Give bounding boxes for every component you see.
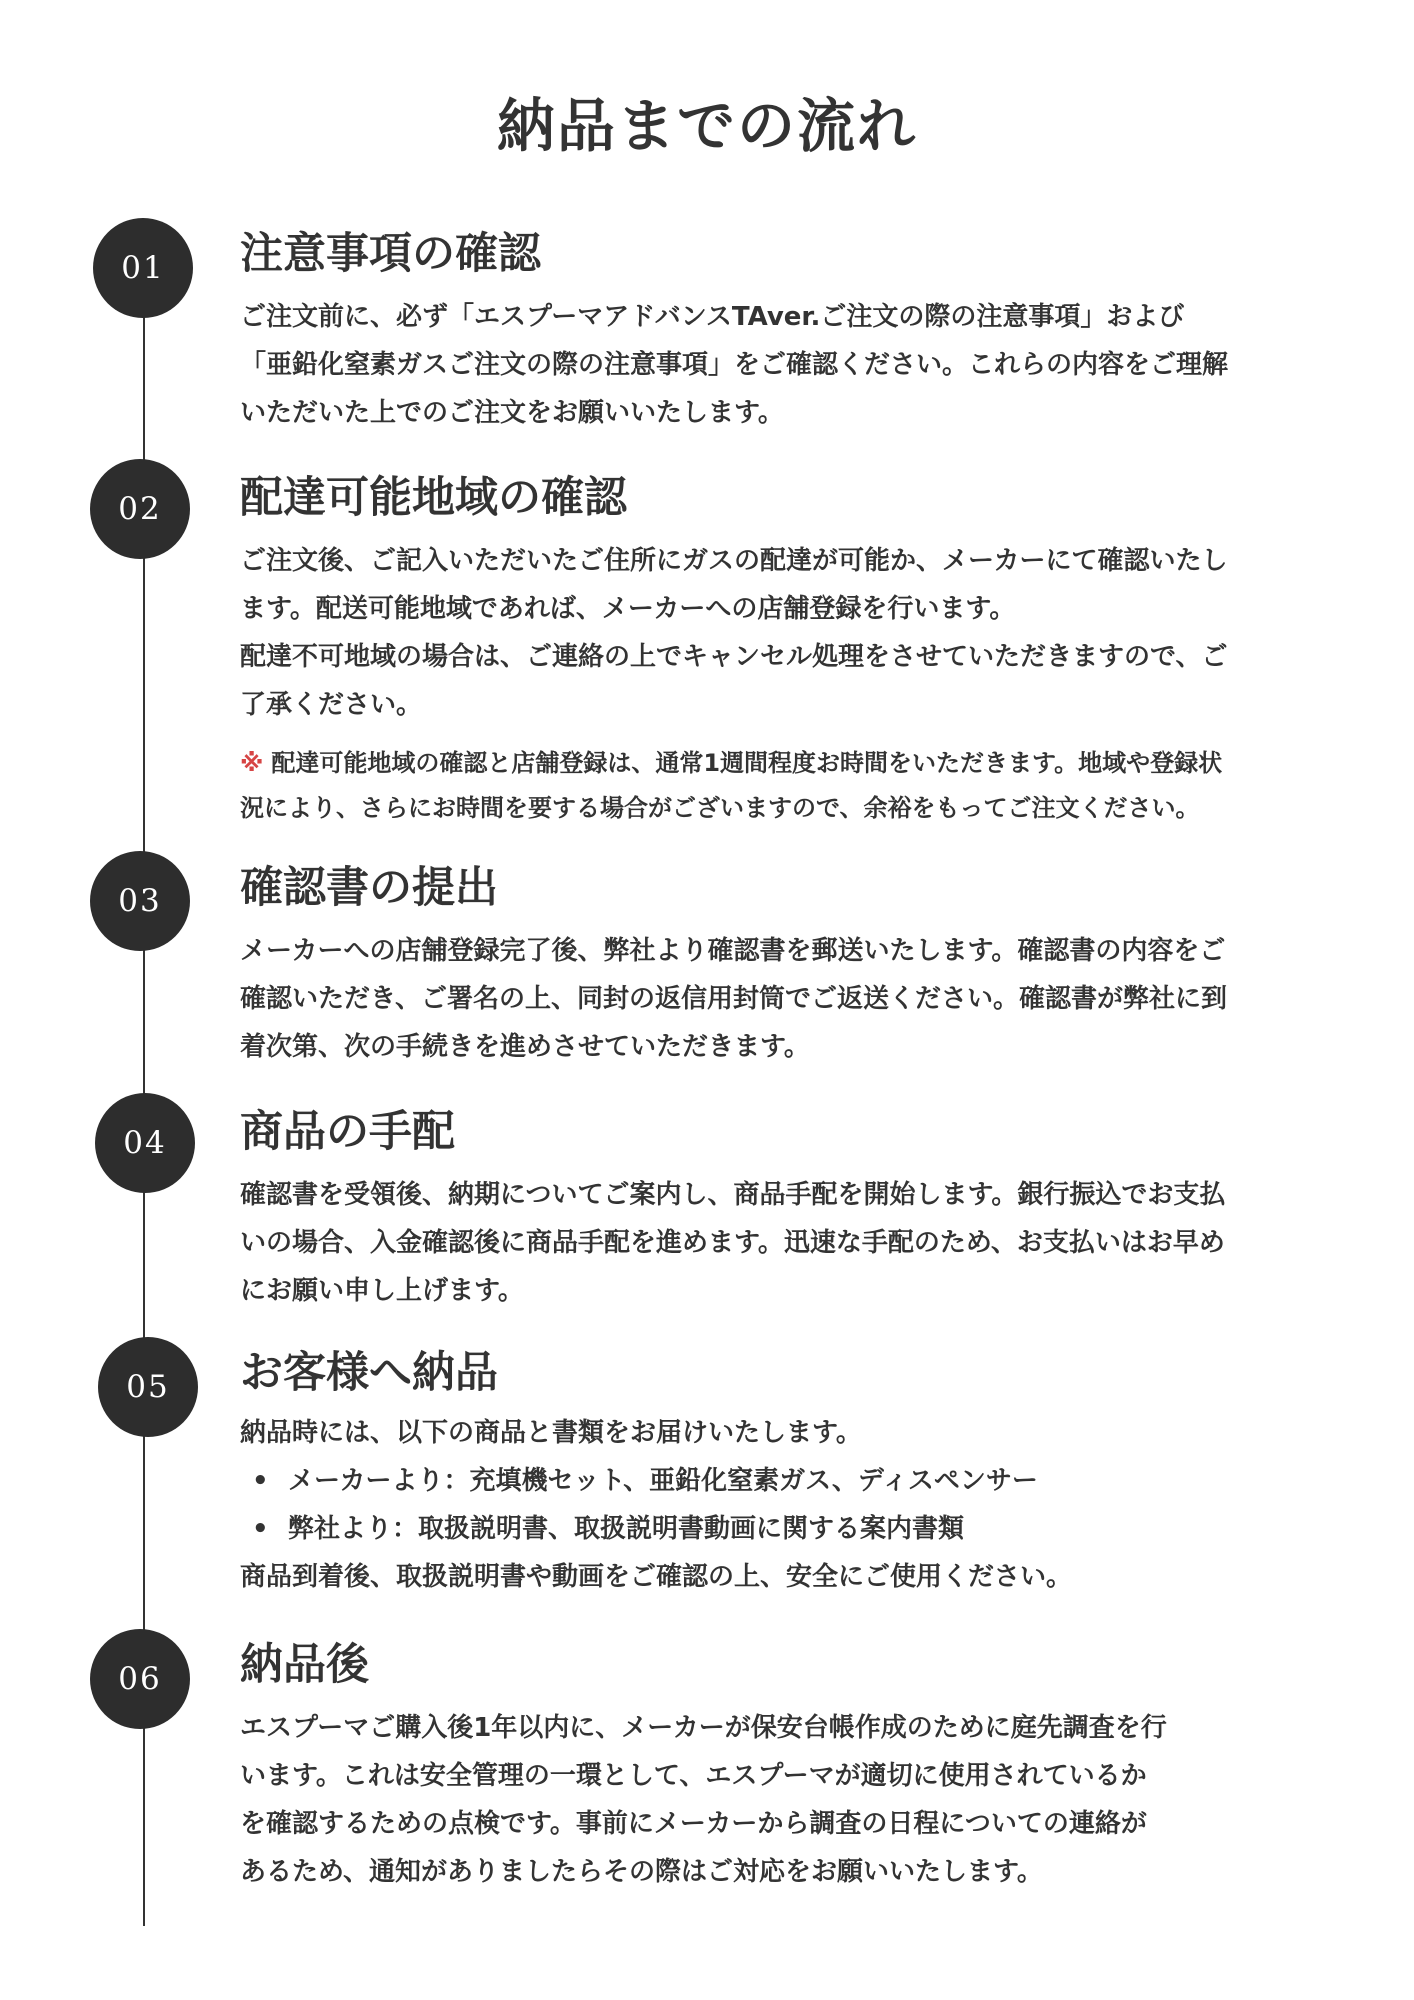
step-heading-04: 商品の手配 [240, 1107, 455, 1157]
step-body-outro: 商品到着後、取扱説明書や動画をご確認の上、安全にご使用ください。 [240, 1562, 1073, 1592]
step-note-02 [240, 741, 1222, 831]
step-body-line: 「亜鉛化窒素ガスご注文の際の注意事項」をご確認ください。これらの内容をご理解 [240, 350, 1229, 380]
step-heading-02: 配達可能地域の確認 [240, 473, 627, 523]
step-body-line: ご注文前に、必ず「エスプーマアドバンスTAver.ご注文の際の注意事項」および [240, 302, 1185, 332]
step-body-line: にお願い申し上げます。 [240, 1276, 524, 1306]
step-heading-01: 注意事項の確認 [240, 229, 541, 279]
step-body-line: 確認書を受領後、納期についてご案内し、商品手配を開始します。銀行振込でお支払 [240, 1180, 1226, 1210]
step-body-line: あるため、通知がありましたらその際はご対応をお願いいたします。 [240, 1857, 1043, 1887]
step-body-line: ます。配送可能地域であれば、メーカーへの店舗登録を行います。 [240, 594, 1016, 624]
step-number-badge-02: 02 [90, 459, 190, 559]
step-number-badge-01: 01 [93, 218, 193, 318]
step-body-line: います。これは安全管理の一環として、エスプーマが適切に使用されているか [240, 1761, 1147, 1791]
note-mark: ※ [240, 749, 264, 777]
step-body-line: 了承ください。 [240, 690, 423, 720]
step-body-intro: 納品時には、以下の商品と書類をお届けいたします。 [240, 1418, 862, 1448]
step-heading-06: 納品後 [240, 1640, 369, 1690]
step-body-line: 着次第、次の手続きを進めさせていただきます。 [240, 1032, 810, 1062]
step-body-line: いただいた上でのご注文をお願いいたします。 [240, 398, 784, 428]
bullet-item [240, 1457, 1072, 1505]
bullet-icon: • [252, 1466, 269, 1496]
step-body-line: エスプーマご購入後1年以内に、メーカーが保安台帳作成のために庭先調査を行 [240, 1713, 1167, 1743]
step-body-line: 配達不可地域の場合は、ご連絡の上でキャンセル処理をさせていただきますので、ご [240, 642, 1228, 672]
step-body-line: メーカーへの店舗登録完了後、弊社より確認書を郵送いたします。確認書の内容をご [240, 936, 1226, 966]
step-heading-03: 確認書の提出 [240, 863, 498, 913]
step-body-line: いの場合、入金確認後に商品手配を進めます。迅速な手配のため、お支払いはお早め [240, 1228, 1225, 1258]
bullet-text: 弊社より：取扱説明書、取扱説明書動画に関する案内書類 [288, 1514, 965, 1544]
bullet-item [240, 1505, 1072, 1553]
bullet-text: メーカーより：充填機セット、亜鉛化窒素ガス、ディスペンサー [288, 1466, 1038, 1496]
step-body-04 [240, 1171, 1225, 1315]
step-body-line: を確認するための点検です。事前にメーカーから調査の日程についての連絡が [240, 1809, 1147, 1839]
step-body-06 [240, 1704, 1167, 1896]
bullet-icon: • [252, 1514, 269, 1544]
note-text: 配達可能地域の確認と店舗登録は、通常1週間程度お時間をいただきます。地域や登録状 [271, 749, 1223, 777]
step-body-02 [240, 537, 1227, 729]
step-body-line: ご注文後、ご記入いただいたご住所にガスの配達が可能か、メーカーにて確認いたし [240, 546, 1228, 576]
step-number-badge-03: 03 [90, 851, 190, 951]
step-body-line: 確認いただき、ご署名の上、同封の返信用封筒でご返送ください。確認書が弊社に到 [240, 984, 1227, 1014]
step-body-03 [240, 927, 1227, 1071]
step-number-badge-04: 04 [95, 1093, 195, 1193]
step-number-badge-05: 05 [98, 1337, 198, 1437]
note-line: 況により、さらにお時間を要する場合がございますので、余裕をもってご注文ください。 [240, 794, 1200, 822]
step-number-badge-06: 06 [90, 1629, 190, 1729]
step-heading-05: お客様へ納品 [240, 1348, 498, 1398]
page-title: 納品までの流れ [496, 92, 917, 160]
step-body-01 [240, 293, 1228, 437]
note-line [240, 741, 1222, 786]
step-body-05 [240, 1409, 1072, 1601]
